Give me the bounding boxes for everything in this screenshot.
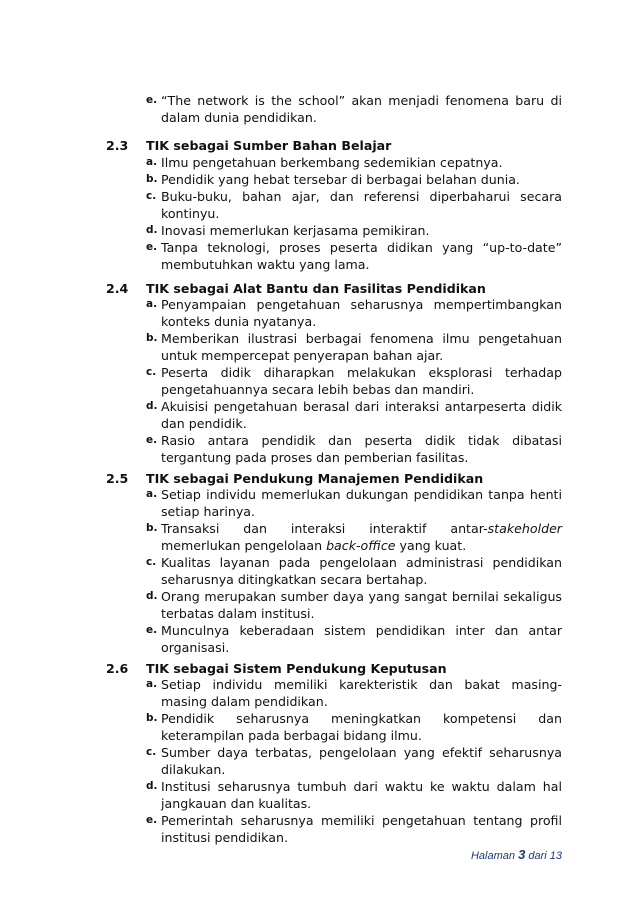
list-item [146, 744, 562, 778]
list-item-text: Pendidik seharusnya meningkatkan kompetensi dan keterampilan pada berbagai bidang ilmu. [161, 711, 562, 743]
list-item [146, 296, 562, 330]
list-item-text: Rasio antara pendidik dan peserta didik tidak dibatasi tergantung pada proses dan pemberian fasilitas. [161, 433, 562, 465]
list-item-text: Inovasi memerlukan kerjasama pemikiran. [161, 223, 430, 238]
list-item-text: Munculnya keberadaan sistem pendidikan inter dan antar organisasi. [161, 623, 562, 655]
list-item-text: Sumber daya terbatas, pengelolaan yang efektif seharusnya dilakukan. [161, 745, 562, 777]
list-marker: e. [146, 624, 158, 636]
list-item [146, 520, 562, 554]
section-title: TIK sebagai Sistem Pendukung Keputusan [146, 661, 447, 676]
list-item [146, 486, 562, 520]
list-item [146, 188, 562, 222]
list-item-text: Orang merupakan sumber daya yang sangat bernilai sekaligus terbatas dalam institusi. [161, 589, 562, 621]
list-marker: c. [146, 190, 157, 202]
list-marker: d. [146, 400, 158, 412]
page-footer [471, 848, 562, 863]
list-item-text: Ilmu pengetahuan berkembang sedemikian cepatnya. [161, 155, 503, 170]
list-item-text: Akuisisi pengetahuan berasal dari interaksi antarpeserta didik dan pendidik. [161, 399, 562, 431]
item-text-italic: stakeholder [487, 521, 562, 536]
list-item-text: Pemerintah seharusnya memiliki pengetahuan tentang profil institusi pendidikan. [161, 813, 562, 845]
list-marker: c. [146, 556, 157, 568]
list-item [146, 710, 562, 744]
section-title: TIK sebagai Sumber Bahan Belajar [146, 138, 392, 153]
list-marker: a. [146, 156, 158, 168]
list-item-text: Peserta didik diharapkan melakukan eksplorasi terhadap pengetahuannya secara lebih bebas dan mandiri. [161, 365, 562, 397]
list-item-text: Tanpa teknologi, proses peserta didikan yang “up-to-date” membutuhkan waktu yang lama. [161, 240, 562, 272]
section-number: 2.3 [106, 138, 129, 153]
list-marker: b. [146, 522, 158, 534]
list-item [146, 676, 562, 710]
list-marker: a. [146, 298, 158, 310]
list-marker: a. [146, 678, 158, 690]
section-number: 2.5 [106, 471, 129, 486]
list-item-text: Pendidik yang hebat tersebar di berbagai belahan dunia. [161, 172, 520, 187]
list-item [146, 554, 562, 588]
footer-suffix: dari 13 [528, 850, 562, 862]
section-title: TIK sebagai Pendukung Manajemen Pendidikan [146, 471, 484, 486]
list-marker: e. [146, 434, 158, 446]
section-number: 2.6 [106, 661, 129, 676]
list-item [146, 330, 562, 364]
list-marker: d. [146, 780, 158, 792]
section-title: TIK sebagai Alat Bantu dan Fasilitas Pendidikan [146, 281, 486, 296]
item-text-part: yang kuat. [395, 538, 467, 553]
list-marker: a. [146, 488, 158, 500]
list-marker: c. [146, 746, 157, 758]
list-item [146, 588, 562, 622]
item-text-italic: back-office [326, 538, 396, 553]
footer-prefix: Halaman [470, 850, 515, 862]
list-item [146, 171, 562, 188]
list-marker: e. [146, 94, 158, 106]
list-item-text: Setiap individu memerlukan dukungan pendidikan tanpa henti setiap harinya. [161, 487, 562, 519]
list-item [146, 432, 562, 466]
list-item-text [161, 520, 562, 554]
list-item [146, 778, 562, 812]
list-item [146, 812, 562, 846]
list-item [146, 154, 562, 171]
list-marker: d. [146, 224, 158, 236]
list-marker: d. [146, 590, 158, 602]
section-number: 2.4 [106, 281, 129, 296]
item-text-part: Transaksi dan interaksi interaktif antar- [161, 521, 488, 536]
list-item [146, 398, 562, 432]
list-marker: e. [146, 241, 158, 253]
item-text-part: memerlukan pengelolaan [161, 538, 327, 553]
list-item [146, 92, 562, 126]
list-item-text: Memberikan ilustrasi berbagai fenomena ilmu pengetahuan untuk mempercepat penyerapan bahan ajar. [161, 331, 562, 363]
list-marker: b. [146, 712, 158, 724]
list-item [146, 364, 562, 398]
list-item [146, 222, 562, 239]
list-item [146, 239, 562, 273]
list-item-text: “The network is the school” akan menjadi fenomena baru di dalam dunia pendidikan. [161, 93, 562, 125]
list-item [146, 622, 562, 656]
list-marker: b. [146, 173, 158, 185]
list-marker: b. [146, 332, 158, 344]
list-item-text: Institusi seharusnya tumbuh dari waktu ke waktu dalam hal jangkauan dan kualitas. [161, 779, 562, 811]
list-item-text: Buku-buku, bahan ajar, dan referensi diperbaharui secara kontinyu. [161, 189, 562, 221]
list-marker: e. [146, 814, 158, 826]
list-item-text: Kualitas layanan pada pengelolaan administrasi pendidikan seharusnya ditingkatkan secara bertahap. [161, 555, 562, 587]
list-item-text: Setiap individu memiliki karekteristik dan bakat masing-masing dalam pendidikan. [161, 677, 562, 709]
list-item-text: Penyampaian pengetahuan seharusnya mempertimbangkan konteks dunia nyatanya. [161, 297, 562, 329]
page-number: 3 [518, 847, 526, 862]
list-marker: c. [146, 366, 157, 378]
